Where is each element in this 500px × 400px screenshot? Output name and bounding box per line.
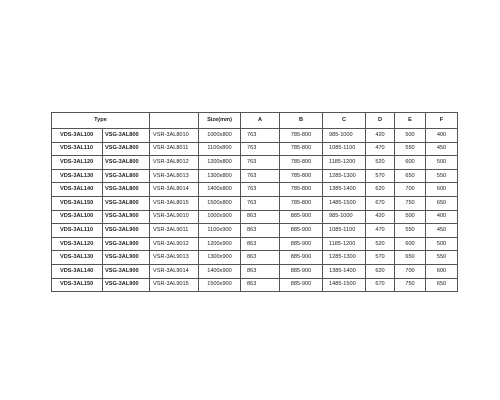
d-cell: 420: [366, 129, 395, 143]
d-cell: 470: [366, 142, 395, 156]
code-cell: VSR-3AL9015: [150, 278, 199, 292]
d-cell: 620: [366, 264, 395, 278]
table-row: [52, 169, 458, 183]
c-cell: 1485-1500: [323, 196, 366, 210]
c-cell: 1485-1500: [323, 278, 366, 292]
size-cell: 1200x900: [199, 237, 241, 251]
table-row: [52, 278, 458, 292]
type-cell: VDS-3AL110: [52, 142, 103, 156]
size-cell: 1000x900: [199, 210, 241, 224]
a-cell: 863: [241, 210, 280, 224]
b-cell: 785-800: [280, 156, 323, 170]
f-cell: 650: [426, 278, 458, 292]
code-cell: VSR-3AL9011: [150, 224, 199, 238]
type-variant-cell: VSG-3AL900: [103, 210, 150, 224]
size-cell: 1300x900: [199, 251, 241, 265]
a-cell: 763: [241, 183, 280, 197]
header-f: F: [426, 113, 458, 129]
type-variant-cell: VSG-3AL900: [103, 264, 150, 278]
table-row: [52, 251, 458, 265]
type-cell: VDS-3AL120: [52, 237, 103, 251]
code-cell: VSR-3AL8010: [150, 129, 199, 143]
b-cell: 885-900: [280, 278, 323, 292]
table-header-row: [52, 113, 458, 129]
f-cell: 550: [426, 169, 458, 183]
f-cell: 600: [426, 264, 458, 278]
type-variant-cell: VSG-3AL800: [103, 156, 150, 170]
size-cell: 1300x800: [199, 169, 241, 183]
c-cell: 1285-1300: [323, 251, 366, 265]
d-cell: 420: [366, 210, 395, 224]
type-cell: VDS-3AL150: [52, 278, 103, 292]
type-cell: VDS-3AL100: [52, 210, 103, 224]
a-cell: 763: [241, 142, 280, 156]
e-cell: 500: [395, 129, 426, 143]
e-cell: 650: [395, 169, 426, 183]
type-cell: VDS-3AL130: [52, 251, 103, 265]
type-variant-cell: VSG-3AL900: [103, 224, 150, 238]
e-cell: 650: [395, 251, 426, 265]
type-cell: VDS-3AL140: [52, 264, 103, 278]
header-b: B: [280, 113, 323, 129]
table-row: [52, 264, 458, 278]
d-cell: 570: [366, 251, 395, 265]
c-cell: 1085-1100: [323, 224, 366, 238]
header-size: Size(mm): [199, 113, 241, 129]
b-cell: 885-900: [280, 224, 323, 238]
table-row: [52, 210, 458, 224]
a-cell: 763: [241, 196, 280, 210]
type-cell: VDS-3AL140: [52, 183, 103, 197]
c-cell: 1185-1200: [323, 156, 366, 170]
code-cell: VSR-3AL8013: [150, 169, 199, 183]
size-cell: 1100x900: [199, 224, 241, 238]
size-cell: 1500x900: [199, 278, 241, 292]
d-cell: 520: [366, 237, 395, 251]
type-variant-cell: VSG-3AL900: [103, 251, 150, 265]
f-cell: 600: [426, 183, 458, 197]
e-cell: 600: [395, 237, 426, 251]
type-variant-cell: VSG-3AL900: [103, 278, 150, 292]
b-cell: 785-800: [280, 183, 323, 197]
header-c: C: [323, 113, 366, 129]
code-cell: VSR-3AL8015: [150, 196, 199, 210]
c-cell: 1385-1400: [323, 183, 366, 197]
header-d: D: [366, 113, 395, 129]
d-cell: 470: [366, 224, 395, 238]
code-cell: VSR-3AL8011: [150, 142, 199, 156]
type-cell: VDS-3AL100: [52, 129, 103, 143]
c-cell: 1085-1100: [323, 142, 366, 156]
type-variant-cell: VSG-3AL800: [103, 169, 150, 183]
code-cell: VSR-3AL9010: [150, 210, 199, 224]
a-cell: 763: [241, 129, 280, 143]
size-cell: 1400x900: [199, 264, 241, 278]
type-cell: VDS-3AL110: [52, 224, 103, 238]
b-cell: 885-900: [280, 251, 323, 265]
f-cell: 500: [426, 237, 458, 251]
b-cell: 785-800: [280, 196, 323, 210]
a-cell: 763: [241, 156, 280, 170]
code-cell: VSR-3AL9014: [150, 264, 199, 278]
type-variant-cell: VSG-3AL800: [103, 142, 150, 156]
table-row: [52, 196, 458, 210]
e-cell: 700: [395, 264, 426, 278]
e-cell: 500: [395, 210, 426, 224]
a-cell: 763: [241, 169, 280, 183]
code-cell: VSR-3AL8012: [150, 156, 199, 170]
size-cell: 1400x800: [199, 183, 241, 197]
table-row: [52, 224, 458, 238]
header-type: Type: [52, 113, 150, 129]
type-variant-cell: VSG-3AL900: [103, 237, 150, 251]
e-cell: 750: [395, 278, 426, 292]
a-cell: 863: [241, 237, 280, 251]
type-cell: VDS-3AL130: [52, 169, 103, 183]
size-cell: 1100x800: [199, 142, 241, 156]
type-variant-cell: VSG-3AL800: [103, 183, 150, 197]
table-row: [52, 156, 458, 170]
b-cell: 785-800: [280, 129, 323, 143]
header-e: E: [395, 113, 426, 129]
a-cell: 863: [241, 251, 280, 265]
header-a: A: [241, 113, 280, 129]
e-cell: 700: [395, 183, 426, 197]
size-cell: 1200x800: [199, 156, 241, 170]
c-cell: 1285-1300: [323, 169, 366, 183]
a-cell: 863: [241, 224, 280, 238]
d-cell: 670: [366, 278, 395, 292]
d-cell: 620: [366, 183, 395, 197]
size-cell: 1000x800: [199, 129, 241, 143]
c-cell: 1385-1400: [323, 264, 366, 278]
a-cell: 863: [241, 264, 280, 278]
f-cell: 500: [426, 156, 458, 170]
b-cell: 885-900: [280, 210, 323, 224]
code-cell: VSR-3AL8014: [150, 183, 199, 197]
b-cell: 785-800: [280, 142, 323, 156]
spec-table: [51, 112, 458, 292]
table-row: [52, 237, 458, 251]
f-cell: 400: [426, 210, 458, 224]
c-cell: 985-1000: [323, 129, 366, 143]
f-cell: 450: [426, 224, 458, 238]
d-cell: 570: [366, 169, 395, 183]
e-cell: 550: [395, 224, 426, 238]
type-variant-cell: VSG-3AL800: [103, 196, 150, 210]
e-cell: 750: [395, 196, 426, 210]
b-cell: 885-900: [280, 237, 323, 251]
e-cell: 550: [395, 142, 426, 156]
c-cell: 1185-1200: [323, 237, 366, 251]
f-cell: 450: [426, 142, 458, 156]
b-cell: 885-900: [280, 264, 323, 278]
header-code: [150, 113, 199, 129]
c-cell: 985-1000: [323, 210, 366, 224]
a-cell: 863: [241, 278, 280, 292]
type-variant-cell: VSG-3AL800: [103, 129, 150, 143]
f-cell: 650: [426, 196, 458, 210]
table-row: [52, 183, 458, 197]
f-cell: 550: [426, 251, 458, 265]
e-cell: 600: [395, 156, 426, 170]
spec-table-body: [52, 113, 458, 292]
size-cell: 1500x800: [199, 196, 241, 210]
table-row: [52, 142, 458, 156]
code-cell: VSR-3AL9012: [150, 237, 199, 251]
f-cell: 400: [426, 129, 458, 143]
b-cell: 785-800: [280, 169, 323, 183]
table-row: [52, 129, 458, 143]
type-cell: VDS-3AL120: [52, 156, 103, 170]
d-cell: 520: [366, 156, 395, 170]
type-cell: VDS-3AL150: [52, 196, 103, 210]
d-cell: 670: [366, 196, 395, 210]
code-cell: VSR-3AL9013: [150, 251, 199, 265]
